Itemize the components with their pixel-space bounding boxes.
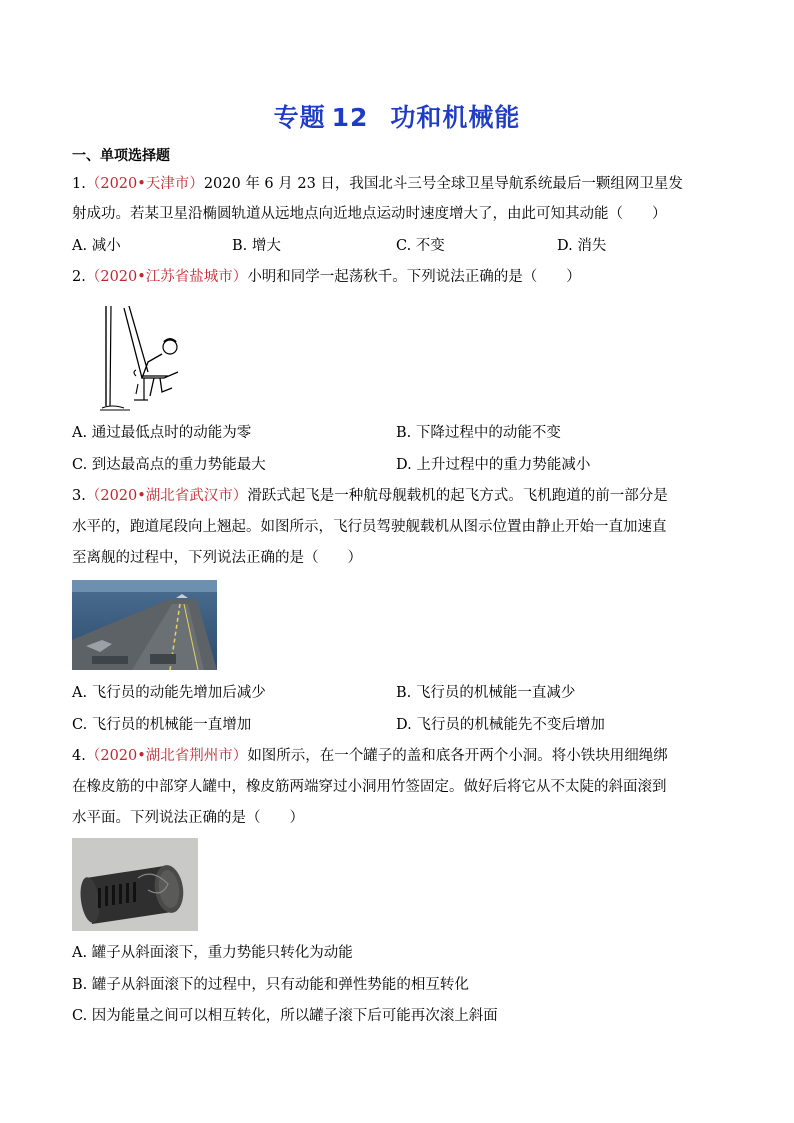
q1-line1 bbox=[72, 173, 732, 195]
q4-number: 4. bbox=[72, 748, 86, 764]
q2-number: 2. bbox=[72, 269, 86, 285]
q1-line2: 射成功。若某卫星沿椭圆轨道从远地点向近地点运动时速度增大了，由此可知其动能（ ） bbox=[72, 206, 667, 222]
q2-option-c[interactable]: C. 到达最高点的重力势能最大 bbox=[72, 457, 266, 473]
q3-option-a[interactable]: A. 飞行员的动能先增加后减少 bbox=[72, 685, 266, 701]
q4-line2: 在橡皮筋的中部穿人罐中，橡皮筋两端穿过小洞用竹签固定。做好后将它从不太陡的斜面滚到 bbox=[72, 779, 667, 795]
q2-text1: 小明和同学一起荡秋千。下列说法正确的是（ ） bbox=[247, 269, 581, 285]
q3-option-b[interactable]: B. 飞行员的机械能一直减少 bbox=[396, 685, 576, 701]
q3-text1: 滑跃式起飞是一种航母舰载机的起飞方式。飞机跑道的前一部分是 bbox=[247, 488, 668, 504]
section-heading: 一、单项选择题 bbox=[72, 148, 170, 164]
carrier-photo bbox=[72, 580, 217, 670]
q1-option-b[interactable]: B. 增大 bbox=[232, 238, 281, 254]
q1-option-d[interactable]: D. 消失 bbox=[557, 238, 607, 254]
title-number: 12 bbox=[331, 103, 369, 132]
q3-source: （2020•湖北省武汉市） bbox=[85, 488, 248, 504]
q4-option-b[interactable]: B. 罐子从斜面滚下的过程中，只有动能和弹性势能的相互转化 bbox=[72, 977, 469, 993]
q1-option-c[interactable]: C. 不变 bbox=[396, 238, 445, 254]
q3-option-d[interactable]: D. 飞行员的机械能先不变后增加 bbox=[396, 717, 605, 733]
q1-number: 1. bbox=[72, 176, 86, 192]
q4-source: （2020•湖北省荆州市） bbox=[85, 748, 248, 764]
q1-option-a[interactable]: A. 减小 bbox=[72, 238, 121, 254]
title-name: 功和机械能 bbox=[390, 103, 521, 132]
q4-option-c[interactable]: C. 因为能量之间可以相互转化，所以罐子滚下后可能再次滚上斜面 bbox=[72, 1008, 498, 1024]
q3-option-c[interactable]: C. 飞行员的机械能一直增加 bbox=[72, 717, 252, 733]
q3-number: 3. bbox=[72, 488, 86, 504]
title-prefix: 专题 bbox=[273, 103, 326, 132]
q3-line2: 水平的，跑道尾段向上翘起。如图所示，飞行员驾驶舰载机从图示位置由静止开始一直加速直 bbox=[72, 519, 667, 535]
q2-option-b[interactable]: B. 下降过程中的动能不变 bbox=[396, 425, 561, 441]
q4-option-a[interactable]: A. 罐子从斜面滚下，重力势能只转化为动能 bbox=[72, 945, 353, 961]
q4-line3: 水平面。下列说法正确的是（ ） bbox=[72, 810, 304, 826]
q1-source: （2020•天津市） bbox=[85, 176, 204, 192]
q2-line1 bbox=[72, 266, 732, 288]
swing-figure bbox=[98, 304, 188, 412]
q3-line1 bbox=[72, 485, 732, 507]
q1-text1: 2020 年 6 月 23 日，我国北斗三号全球卫星导航系统最后一颗组网卫星发 bbox=[203, 176, 683, 192]
can-photo bbox=[72, 838, 198, 931]
q4-line1 bbox=[72, 745, 732, 767]
q2-option-d[interactable]: D. 上升过程中的重力势能减小 bbox=[396, 457, 591, 473]
q4-text1: 如图所示，在一个罐子的盖和底各开两个小洞。将小铁块用细绳绑 bbox=[247, 748, 668, 764]
q3-line3: 至离舰的过程中，下列说法正确的是（ ） bbox=[72, 550, 362, 566]
page-title bbox=[0, 98, 794, 134]
q2-source: （2020•江苏省盐城市） bbox=[85, 269, 248, 285]
q2-option-a[interactable]: A. 通过最低点时的动能为零 bbox=[72, 425, 252, 441]
